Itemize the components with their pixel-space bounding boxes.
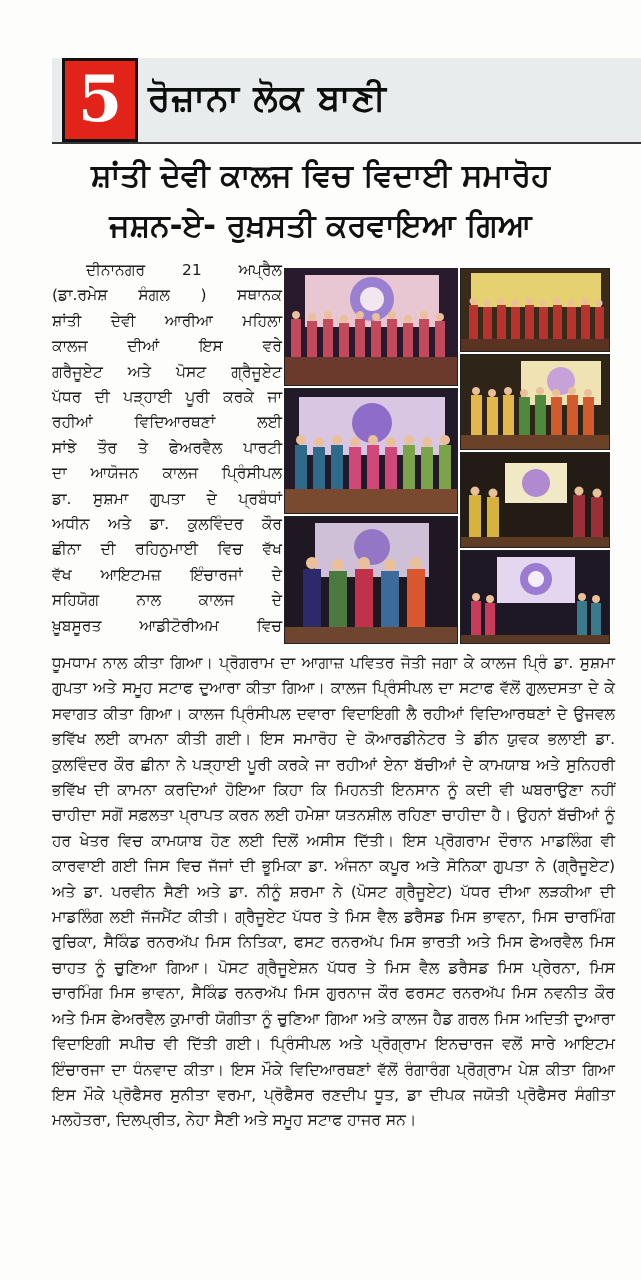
page-number: 5 — [62, 58, 138, 142]
article-left-column — [52, 258, 282, 639]
article-line: ਡਾ. ਸੁਸ਼ਮਾ ਗੁਪਤਾ ਦੇ ਪ੍ਰਬੰਧਾਂ — [52, 489, 282, 508]
article-body — [52, 651, 615, 1134]
article-line: ਅਧੀਨ ਅਤੇ ਡਾ. ਕੁਲਵਿੰਦਰ ਕੌਰ — [52, 515, 282, 534]
article-line: ਖ਼ੂਬਸੂਰਤ ਆਡੀਟੋਰੀਅਮ ਵਿਚ — [52, 616, 282, 635]
newspaper-name: ਰੋਜ਼ਾਨਾ ਲੋਕ ਬਾਣੀ — [148, 78, 387, 119]
group-photo-stage-7 — [460, 550, 610, 644]
article-line: ਸਹਿਯੋਗ ਨਾਲ ਕਾਲਜ ਦੇ — [52, 591, 282, 610]
article-line: (ਡਾ.ਰਮੇਸ਼ ਸੰਗਲ ) ਸਥਾਨਕ — [52, 286, 282, 305]
article-line: ਪੱਧਰ ਦੀ ਪੜ੍ਹਾਈ ਪੂਰੀ ਕਰਕੇ ਜਾ — [52, 388, 282, 407]
article-line: ਦੀਨਾਨਗਰ 21 ਅਪ੍ਰੈਲ — [86, 261, 282, 279]
article-line: ਗਰੈਜੂਏਟ ਅਤੇ ਪੋਸਟ ਗ੍ਰੈਜੂਏਟ — [52, 362, 282, 381]
group-photo-stage-6 — [284, 516, 458, 644]
group-photo-stage-2 — [460, 268, 610, 352]
article-line: ਸ਼ਾਂਤੀ ਦੇਵੀ ਆਰੀਆ ਮਹਿਲਾ — [52, 311, 282, 330]
group-photo-stage-4 — [460, 354, 610, 450]
article-line: ਛੀਨਾ ਦੀ ਰਹਿਨੁਮਾਈ ਵਿਚ ਵੱਖ — [52, 540, 282, 559]
article-line: ਵੱਖ ਆਇਟਮਜ਼ ਇੰਚਾਰਜਾਂ ਦੇ — [52, 565, 282, 584]
article-line: ਕਾਲਜ ਦੀਆਂ ਇਸ ਵਰੇ — [52, 337, 282, 356]
headline-line-1: ਸ਼ਾਂਤੀ ਦੇਵੀ ਕਾਲਜ ਵਿਚ ਵਿਦਾਈ ਸਮਾਰੋਹ — [90, 158, 550, 194]
article-line: ਦਾ ਆਯੋਜਨ ਕਾਲਜ ਪ੍ਰਿੰਸੀਪਲ — [52, 464, 282, 483]
article-paragraph: ਧੂਮਧਾਮ ਨਾਲ ਕੀਤਾ ਗਿਆ। ਪ੍ਰੋਗਰਾਮ ਦਾ ਆਗਾਜ਼ ਪਵਿਤਰ ਜੋਤੀ ਜਗਾ ਕੇ ਕਾਲਜ ਪ੍ਰਿੰ ਡਾ. ਸੁਸ਼ਮਾ ਗੁਪਤਾ ਅਤੇ ਸਮੂਹ ਸਟਾਫ ਦੁਆਰਾ ਕੀਤਾ ਗਿਆ। ਕਾਲਜ ਪ੍ਰਿੰਸੀਪਲ ਦਾ ਸਟਾਫ ਵੱਲੋਂ ਗੁਲਦਸਤਾ ਦੇ ਕੇ ਸਵਾਗਤ ਕੀਤਾ ਗਿਆ। ਕਾਲਜ ਪ੍ਰਿੰਸੀਪਲ ਦਵਾਰਾ ਵਿਦਾਇਗੀ ਲੈ ਰਹੀਆਂ ਵਿਦਿਆਰਥਣਾਂ ਦੇ ਉਜਵਲ ਭਵਿੱਖ ਲਈ ਕਾਮਨਾ ਕੀਤੀ ਗਈ। ਇਸ ਸਮਾਰੋਹ ਦੇ ਕੋਆਰਡੀਨੇਟਰ ਤੇ ਡੀਨ ਯੁਵਕ ਭਲਾਈ ਡਾ. ਕੁਲਵਿੰਦਰ ਕੌਰ ਛੀਨਾ ਨੇ ਪੜ੍ਹਾਈ ਪੂਰੀ ਕਰਕੇ ਜਾ ਰਹੀਆਂ ਏਨਾ ਬੱਚੀਆਂ ਦੇ ਕਾਮਯਾਬ ਅਤੇ ਸੁਨਿਹਰੀ ਭਵਿੱਖ ਦੀ ਕਾਮਨਾ ਕਰਦਿਆਂ ਹੋਇਆ ਕਿਹਾ ਕਿ ਮਿਹਨਤੀ ਇਨਸਾਨ ਨੂੰ ਕਦੀ ਵੀ ਘਬਰਾਉਣਾ ਨਹੀਂ ਚਾਹੀਦਾ ਸਗੋਂ ਸਫ਼ਲਤਾ ਪ੍ਰਾਪਤ ਕਰਨ ਲਈ ਹਮੇਸ਼ਾ ਯਤਨਸ਼ੀਲ ਰਹਿਣਾ ਚਾਹੀਦਾ ਹੈ। ਉਹਨਾਂ ਬੱਚੀਆਂ ਨੂੰ ਹਰ ਖੇਤਰ ਵਿਚ ਕਾਮਯਾਬ ਹੋਣ ਲਈ ਦਿਲੋਂ ਅਸੀਸ ਦਿੱਤੀ। ਇਸ ਪ੍ਰੋਗਰਾਮ ਦੌਰਾਨ ਮਾਡਲਿੰਗ ਵੀ ਕਾਰਵਾਈ ਗਈ ਜਿਸ ਵਿਚ ਜੱਜਾਂ ਦੀ ਭੂਮਿਕਾ ਡਾ. ਅੰਜਨਾ ਕਪੂਰ ਅਤੇ ਸੋਨਿਕਾ ਗੁਪਤਾ ਨੇ (ਗ੍ਰੈਜੂਏਟ) ਅਤੇ ਡਾ. ਪਰਵੀਨ ਸੈਣੀ ਅਤੇ ਡਾ. ਨੀਨੂੰ ਸ਼ਰਮਾ ਨੇ (ਪੋਸਟ ਗ੍ਰੈਜੂਏਟ) ਪੱਧਰ ਦੀਆ ਲੜਕੀਆ ਦੀ ਮਾਡਲਿੰਗ ਲਈ ਜੱਜਮੈਂਟ ਕੀਤੀ। ਗ੍ਰੈਜੂਏਟ ਪੱਧਰ ਤੇ ਮਿਸ ਵੈਲ ਡਰੈਸਡ ਮਿਸ ਭਾਵਨਾ, ਮਿਸ ਚਾਰਮਿੰਗ ਰੁਚਿਕਾ, ਸੈਕਿੰਡ ਰਨਰਅੱਪ ਮਿਸ ਨਿਤਿਕਾ, ਫਸਟ ਰਨਰਅੱਪ ਮਿਸ ਭਾਰਤੀ ਅਤੇ ਮਿਸ ਫੇਅਰਵੈਲ ਮਿਸ ਚਾਹਤ ਨੂੰ ਚੁਣਿਆ ਗਿਆ। ਪੋਸਟ ਗ੍ਰੈਜੂਏਸ਼ਨ ਪੱਧਰ ਤੇ ਮਿਸ ਵੈਲ ਡਰੈਸਡ ਮਿਸ ਪ੍ਰੇਰਨਾ, ਮਿਸ ਚਾਰਮਿੰਗ ਮਿਸ ਭਾਵਨਾ, ਸੈਕਿੰਡ ਰਨਰਅੱਪ ਮਿਸ ਗੁਰਨਾਜ ਕੌਰ ਫਰਸਟ ਰਨਰਅੱਪ ਮਿਸ ਨਵਨੀਤ ਕੌਰ ਅਤੇ ਮਿਸ ਫੇਅਰਵੈਲ ਕੁਮਾਰੀ ਯੋਗੀਤਾ ਨੂੰ ਚੁਣਿਆ ਗਿਆ ਅਤੇ ਕਾਲਜ ਹੈਡ ਗਰਲ ਮਿਸ ਅਦਿਤੀ ਦੁਆਰਾ ਵਿਦਾਇਗੀ ਸਪੀਚ ਵੀ ਦਿੱਤੀ ਗਈ। ਪ੍ਰਿੰਸੀਪਲ ਅਤੇ ਪ੍ਰੋਗ੍ਰਾਮ ਇਨਚਾਰਜ ਵਲੋਂ ਸਾਰੇ ਆਇਟਮ ਇੰਚਾਰਜਾ ਦਾ ਧੰਨਵਾਦ ਕੀਤਾ। ਇਸ ਮੌਕੇ ਵਿਦਿਆਰਥਣਾਂ ਵੱਲੋਂ ਰੰਗਾਰੰਗ ਪ੍ਰੋਗ੍ਰਾਮ ਪੇਸ਼ ਕੀਤਾ ਗਿਆ ਇਸ ਮੌਕੇ ਪ੍ਰੋਫੈਸਰ ਸੁਨੀਤਾ ਵਰਮਾ, ਪ੍ਰੋਫੈਸਰ ਰਣਦੀਪ ਧੂਤ, ਡਾ ਦੀਪਕ ਜਯੋਤੀ ਪ੍ਰੋਫੈਸਰ ਸੰਗੀਤਾ ਮਲਹੋਤਰਾ, ਦਿਲਪ੍ਰੀਤ, ਨੇਹਾ ਸੈਣੀ ਅਤੇ ਸਮੂਹ ਸਟਾਫ ਹਾਜਰ ਸਨ। — [52, 654, 615, 1130]
group-photo-stage-3 — [284, 388, 458, 514]
group-photo-stage-5 — [460, 452, 610, 548]
headline-line-2: ਜਸ਼ਨ-ਏ- ਰੁਖ਼ਸਤੀ ਕਰਵਾਇਆ ਗਿਆ — [109, 208, 532, 244]
group-photo-stage-1 — [284, 268, 458, 386]
masthead-divider — [52, 142, 641, 144]
article-line: ਸਾਂਝੇ ਤੌਰ ਤੇ ਫੇਅਰਵੈਲ ਪਾਰਟੀ — [52, 438, 282, 457]
article-line: ਰਹੀਆਂ ਵਿਦਿਆਰਥਣਾਂ ਲਈ — [52, 413, 282, 432]
